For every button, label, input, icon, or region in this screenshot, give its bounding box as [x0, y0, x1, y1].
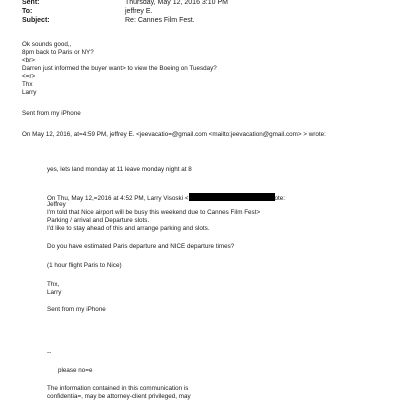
subject-value: Re: Cannes Film Fest. [125, 17, 195, 24]
sent-label: Sent: [22, 0, 40, 6]
quoted-question: Do you have estimated Paris departure and NICE departure times? [47, 243, 235, 250]
quoted-signature: Sent from my iPhone [47, 306, 106, 313]
quoted-closing: Larry [47, 289, 62, 296]
disclaimer-line: The information contained in this communication is [47, 385, 189, 392]
reply-line: Ok sounds good,, [22, 41, 72, 48]
quoted-line: Jeffrey [47, 201, 66, 208]
quoted-intro-start: On Thu, May 12,=2016 at 4:52 PM, Larry Visoski < [47, 195, 189, 202]
reply-signature: Sent from my iPhone [22, 110, 81, 117]
header-subject-row [22, 16, 382, 25]
to-value: jeffrey E. [125, 8, 153, 15]
quoted-message: yes, lets land monday at 11 leave monday night at 8 [47, 166, 192, 173]
quoted-line: Parking / arrival and Departure slots. [47, 217, 150, 224]
header-sent-row [22, 0, 382, 7]
quoted-line: I'm told that Nice airport will be busy this weekend due to Cannes Film Fest> [47, 209, 261, 216]
quoted-line: I'd like to stay ahead of this and arrange parking and slots. [47, 225, 210, 232]
quoted-closing: Thx, [47, 281, 60, 288]
quoted-intro-end: ote: [274, 195, 286, 202]
subject-label: Subject: [22, 17, 50, 24]
reply-line: Thx [22, 81, 33, 88]
reply-line: Larry [22, 89, 37, 96]
redaction-box [189, 193, 275, 201]
header-to-row [22, 7, 382, 16]
reply-line: Darren just informed the buyer want> to view the Boeing on Tuesday? [22, 65, 217, 72]
please-note: please no=e [58, 367, 93, 374]
quoted-ellipsis: -- [47, 349, 52, 356]
sent-value: Thursday, May 12, 2016 3:10 PM [125, 0, 228, 6]
reply-line: <br> [22, 57, 35, 64]
quoted-intro [47, 193, 285, 203]
quoted-flight-note: (1 hour flight Paris to Nice) [47, 262, 122, 269]
disclaimer-line: confidentia=, may be attorney-client privileged, may [47, 393, 191, 400]
reply-line: 8pm back to Paris or NY? [22, 49, 94, 56]
to-label: To: [22, 8, 33, 15]
reply-line: <=r> [22, 73, 36, 80]
quote-intro: On May 12, 2016, at=4:59 PM, jeffrey E. <jeevacatio=@gmail.com <mailto:jeevacation@gmail.com> > wrote: [22, 131, 326, 138]
